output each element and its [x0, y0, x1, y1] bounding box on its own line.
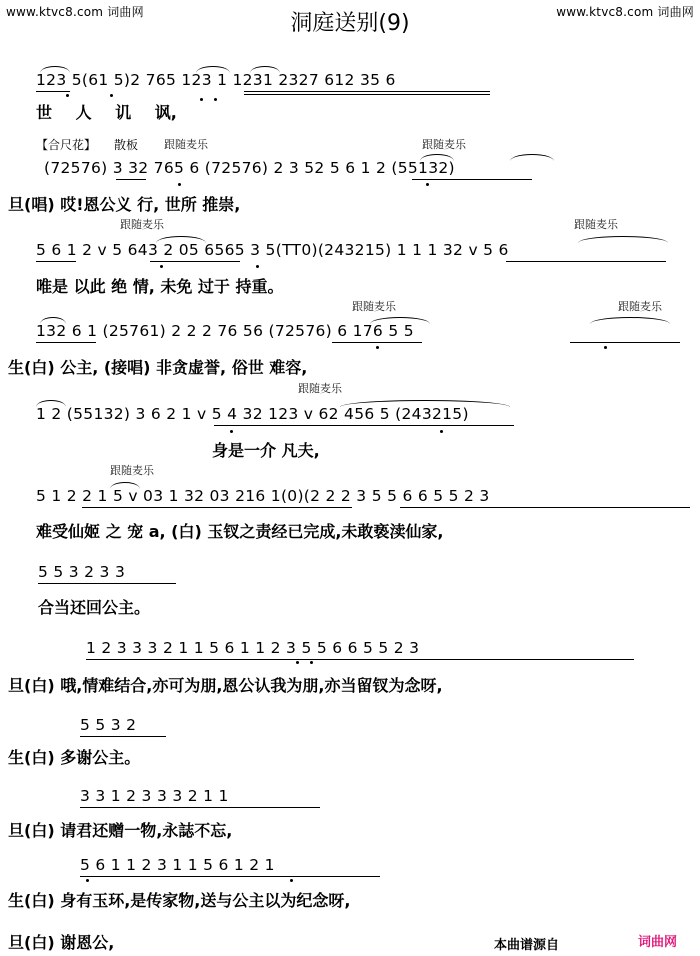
follow-annotation: 跟随麦乐 — [110, 464, 154, 477]
slur-mark — [110, 482, 140, 489]
tempo-label: 散板 — [114, 138, 139, 152]
octave-dot — [376, 346, 379, 349]
follow-annotation: 跟随麦乐 — [422, 138, 466, 151]
notation-line: 123 5(61 5)2 765 123 1 1231 2327 612 35 6 — [36, 71, 396, 89]
beam-line — [400, 507, 690, 508]
site-watermark-left: www.ktvc8.com 词曲网 — [6, 5, 144, 19]
lyric-line: 世 人 讥 讽, — [36, 103, 177, 122]
slur-mark — [420, 154, 454, 161]
lyric-line: 合当还回公主。 — [38, 598, 151, 617]
notation-line: 1 2 (55132) 3 6 2 1 v 5 4 32 123 v 62 456 5 (243215) — [36, 405, 469, 423]
footer-logo: 词曲网 — [638, 935, 678, 950]
beam-line — [570, 342, 680, 343]
lyric-line: 旦(白) 谢恩公, — [8, 933, 115, 952]
beam-line — [80, 807, 320, 808]
lyric-line: 身是一介 凡夫, — [212, 441, 320, 460]
lyric-line: 生(白) 公主, (接唱) 非贪虚誉, 俗世 难容, — [8, 358, 308, 377]
octave-dot — [296, 661, 299, 664]
beam-line — [80, 876, 380, 877]
beam-line — [80, 736, 166, 737]
beam-line — [214, 425, 514, 426]
beam-line — [332, 342, 422, 343]
notation-line: 5 6 1 2 v 5 643 2 05 6565 3 5(TT0)(243215) 1 1 1 32 v 5 6 — [36, 241, 509, 259]
footer-source-text: 本曲谱源自 — [494, 938, 560, 953]
slur-mark — [250, 66, 280, 73]
beam-line — [36, 261, 76, 262]
slur-mark — [340, 400, 510, 407]
page-title: 洞庭送别(9) — [290, 11, 410, 36]
notation-line: 5 6 1 1 2 3 1 1 5 6 1 2 1 — [80, 856, 275, 874]
octave-dot — [230, 430, 233, 433]
follow-annotation: 跟随麦乐 — [298, 382, 342, 395]
notation-line: (72576) 3 32 765 6 (72576) 2 3 52 5 6 1 2 (55132) — [44, 159, 455, 177]
slur-mark — [36, 400, 66, 407]
notation-line: 5 1 2 2 1 5 v 03 1 32 03 216 1(0)(2 2 2 3 5 5 6 6 5 5 2 3 — [36, 487, 490, 505]
follow-annotation: 跟随麦乐 — [574, 218, 618, 231]
slur-mark — [40, 66, 70, 73]
lyric-line: 生(白) 身有玉环,是传家物,送与公主以为纪念呀, — [8, 891, 351, 910]
octave-dot — [310, 661, 313, 664]
beam-line — [116, 179, 146, 180]
octave-dot — [256, 265, 259, 268]
slur-mark — [590, 317, 670, 324]
beam-line — [36, 91, 70, 92]
octave-dot — [66, 94, 69, 97]
octave-dot — [426, 183, 429, 186]
lyric-line: 旦(唱) 哎!恩公义 行, 世所 推崇, — [8, 195, 241, 214]
lyric-line: 唯是 以此 绝 情, 未免 过于 持重。 — [36, 277, 284, 296]
slur-mark — [196, 66, 230, 73]
beam-line — [150, 261, 240, 262]
octave-dot — [200, 98, 203, 101]
slur-mark — [510, 154, 554, 161]
octave-dot — [214, 98, 217, 101]
notation-line: 1 2 3 3 3 2 1 1 5 6 1 1 2 3 5 5 6 6 5 5 2 3 — [86, 639, 420, 657]
beam-line — [36, 342, 96, 343]
octave-dot — [160, 265, 163, 268]
follow-annotation: 跟随麦乐 — [618, 300, 662, 313]
octave-dot — [604, 346, 607, 349]
section-label: 【合尺花】 — [36, 138, 97, 152]
slur-mark — [156, 236, 206, 243]
follow-annotation: 跟随麦乐 — [120, 218, 164, 231]
beam-line — [244, 94, 490, 95]
beam-line — [412, 179, 532, 180]
slur-mark — [370, 317, 430, 324]
lyric-line: 难受仙姬 之 宠 a, (白) 玉钗之责经已完成,未敢亵渎仙家, — [36, 522, 444, 541]
lyric-line: 生(白) 多谢公主。 — [8, 748, 141, 767]
slur-mark — [40, 317, 66, 324]
lyric-line: 旦(白) 哦,情难结合,亦可为朋,恩公认我为朋,亦当留钗为念呀, — [8, 676, 443, 695]
slur-mark — [578, 236, 668, 243]
site-watermark-right: www.ktvc8.com 词曲网 — [556, 5, 694, 19]
octave-dot — [110, 94, 113, 97]
octave-dot — [86, 879, 89, 882]
beam-line — [38, 583, 176, 584]
beam-line — [82, 507, 352, 508]
beam-line — [86, 659, 634, 660]
notation-line: 132 6 1 (25761) 2 2 2 76 56 (72576) 6 176 5 5 — [36, 322, 414, 340]
beam-line — [506, 261, 666, 262]
lyric-line: 旦(白) 请君还赠一物,永誌不忘, — [8, 821, 233, 840]
follow-annotation: 跟随麦乐 — [164, 138, 208, 151]
notation-line: 5 5 3 2 3 3 — [38, 563, 126, 581]
notation-line: 3 3 1 2 3 3 3 2 1 1 — [80, 787, 229, 805]
octave-dot — [290, 879, 293, 882]
notation-line: 5 5 3 2 — [80, 716, 137, 734]
octave-dot — [440, 430, 443, 433]
octave-dot — [178, 183, 181, 186]
beam-line — [244, 91, 490, 92]
follow-annotation: 跟随麦乐 — [352, 300, 396, 313]
